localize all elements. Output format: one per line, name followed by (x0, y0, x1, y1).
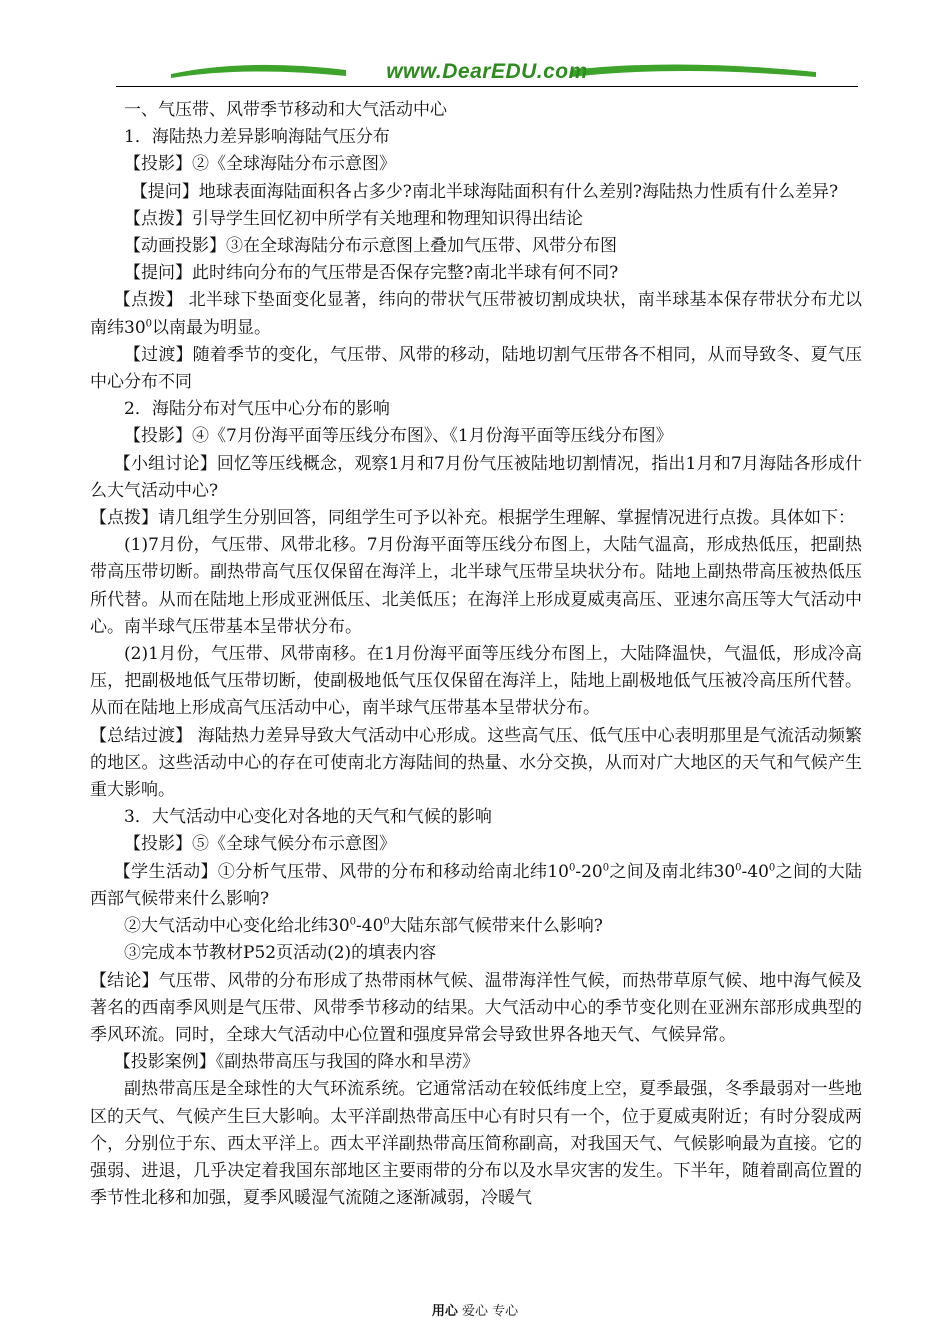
paragraph: (1)7月份，气压带、风带北移。7月份海平面等压线分布图上，大陆气温高，形成热低压，把副热带高压带切断。副热带高气压仅保留在海洋上，北半球气压带呈块状分布。陆地上副热带高压被热低压所代替。从而在陆地上形成亚洲低压、北美低压；在海洋上形成夏威夷高压、亚速尔高压等大气活动中心。南半球气压带基本呈带状分布。 (90, 535, 862, 637)
text: 【点拨】 北半球下垫面变化显著，纬向的带状气压带被切割成块状，南半球基本保存带状分布尤以南纬30 (90, 290, 862, 338)
paragraph (90, 913, 862, 940)
degree-mark: 0 (768, 862, 776, 874)
text: 之间及南北纬30 (609, 861, 736, 882)
text: 【学生活动】①分析气压带、风带的分布和移动给南北纬10 (113, 861, 569, 882)
paragraph: 【投影案例】《副热带高压与我国的降水和旱涝》 (113, 1052, 480, 1073)
degree-mark: 0 (145, 317, 153, 329)
footer-text: 爱心 专心 (457, 1304, 519, 1319)
degree-mark: 0 (568, 862, 576, 874)
header-rule (116, 86, 858, 87)
text: 之间的大陆西部气候带来什么影响? (90, 861, 862, 909)
paragraph: 【投影】②《全球海陆分布示意图》 (124, 154, 396, 175)
paragraph: 【结论】气压带、风带的分布形成了热带雨林气候、温带海洋性气候，而热带草原气候、地中海气候及著名的西南季风则是气压带、风带季节移动的结果。大气活动中心的季节变化则在亚洲东部形成典型的季风环流。同时，全球大气活动中心位置和强度异常会导致世界各地天气、气候异常。 (90, 970, 862, 1045)
paragraph: 【动画投影】③在全球海陆分布示意图上叠加气压带、风带分布图 (124, 236, 617, 257)
degree-mark: 0 (383, 916, 390, 928)
text: ②大气活动中心变化给北纬30 (124, 916, 350, 937)
paragraph: 【点拨】引导学生回忆初中所学有关地理和物理知识得出结论 (124, 208, 583, 229)
paragraph: 副热带高压是全球性的大气环流系统。它通常活动在较低纬度上空，夏季最强，冬季最弱对一些地区的天气、气候产生巨大影响。太平洋副热带高压中心有时只有一个，位于夏威夷附近；有时分裂成两个，分别位于东、西太平洋上。西太平洋副热带高压简称副高，对我国天气、气候影响最为直接。它的强弱、进退，几乎决定着我国东部地区主要雨带的分布以及水旱灾害的发生。下半年，随着副高位置的季节性北移和加强，夏季风暖湿气流随之逐渐减弱，冷暖气 (90, 1079, 862, 1209)
paragraph (90, 859, 862, 913)
section-heading: 一、气压带、风带季节移动和大气活动中心 (124, 100, 447, 120)
document-body (90, 97, 862, 1212)
site-url: www.DearEDU.com (386, 60, 588, 83)
paragraph (90, 287, 862, 341)
text: 以南最为明显。 (152, 317, 272, 338)
paragraph: 【过渡】随着季节的变化，气压带、风带的移动，陆地切割气压带各不相同，从而导致冬、夏气压中心分布不同 (90, 344, 862, 393)
paragraph: 【投影】⑤《全球气候分布示意图》 (124, 834, 396, 855)
text: 大陆东部气候带来什么影响? (389, 916, 603, 937)
footer-bold-text: 用心 (431, 1304, 458, 1319)
subheading: 3．大气活动中心变化对各地的天气和气候的影响 (124, 807, 492, 828)
text: -40 (356, 916, 384, 937)
text: -40 (741, 861, 769, 882)
paragraph: 【总结过渡】 海陆热力差异导致大气活动中心形成。这些高气压、低气压中心表明那里是气流活动频繁的地区。这些活动中心的存在可使南北方海陆间的热量、水分交换，从而对广大地区的天气和气候产生重大影响。 (90, 725, 862, 801)
paragraph: 【提问】此时纬向分布的气压带是否保存完整?南北半球有何不同? (124, 263, 619, 284)
degree-mark: 0 (602, 862, 610, 874)
text: -20 (575, 861, 603, 882)
paragraph: 【点拨】请几组学生分别回答，同组学生可予以补充。根据学生理解、掌握情况进行点拨。具体如下： (90, 508, 855, 529)
paragraph: 【投影】④《7月份海平面等压线分布图》、《1月份海平面等压线分布图》 (124, 426, 673, 447)
page-footer (0, 1300, 950, 1319)
paragraph: (2)1月份，气压带、风带南移。在1月份海平面等压线分布图上，大陆降温快，气温低，形成冷高压，把副极地低气压带切断，使副极地低气压仅保留在海洋上，陆地上副极地低气压被冷高压所代替。从而在陆地上形成高气压活动中心，南半球气压带基本呈带状分布。 (90, 644, 862, 719)
paragraph: 【提问】地球表面海陆面积各占多少?南北半球海陆面积有什么差别?海陆热力性质有什么差异? (130, 181, 839, 202)
subheading: 1．海陆热力差异影响海陆气压分布 (124, 127, 390, 148)
paragraph: 【小组讨论】回忆等压线概念，观察1月和7月份气压被陆地切割情况，指出1月和7月海陆各形成什么大气活动中心? (90, 453, 862, 501)
subheading: 2．海陆分布对气压中心分布的影响 (124, 399, 390, 420)
degree-mark: 0 (735, 862, 742, 874)
degree-mark: 0 (349, 916, 357, 928)
paragraph: ③完成本节教材P52页活动(2)的填表内容 (124, 943, 437, 964)
